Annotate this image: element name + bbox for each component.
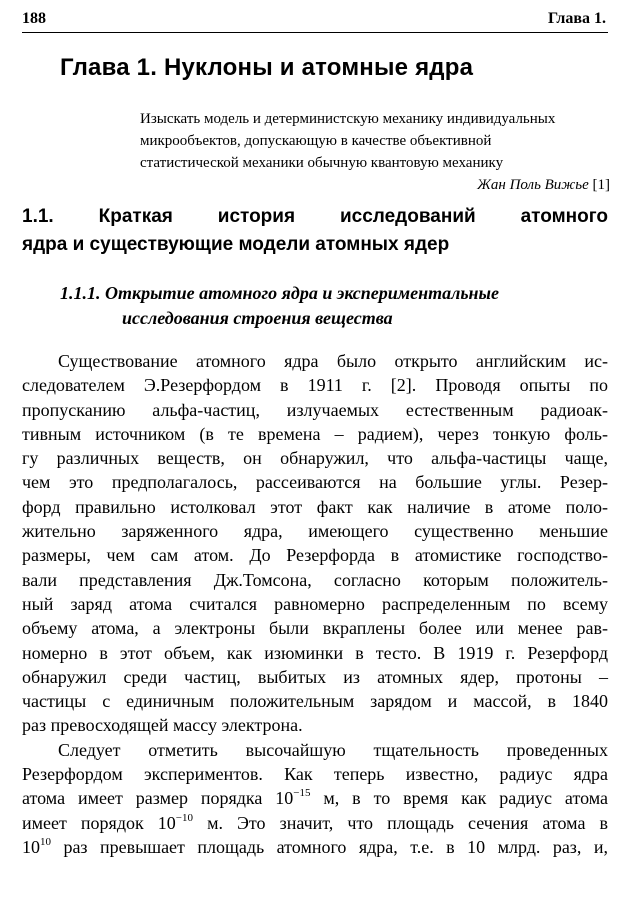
page-number: 188	[22, 10, 46, 27]
text-line: тивным источником (в те времена – радием), через тонкую фоль-	[22, 423, 608, 444]
exponent: 10	[40, 835, 51, 848]
subsection-title-line: 1.1.1. Открытие атомного ядра и экспериментальные	[60, 283, 500, 303]
text-line: жительно заряженного ядра, имеющего существенно меньшие	[22, 521, 608, 542]
epigraph	[140, 108, 610, 196]
paragraph-2	[22, 738, 608, 859]
epigraph-line: Изыскать модель и детерминистскую механику индивидуальных	[140, 111, 556, 127]
text-segment: м, в то время как радиус атома	[310, 788, 608, 809]
chapter-title: Глава 1. Нуклоны и атомные ядра	[60, 54, 474, 81]
text-line: пропусканию альфа-частиц, излучаемых естественным радиоак-	[22, 399, 608, 420]
text-line	[22, 835, 608, 859]
text-line: Резерфордом экспериментов. Как теперь известно, радиус ядра	[22, 764, 608, 785]
section-title	[22, 203, 608, 259]
text-line: вали представления Дж.Томсона, согласно которым положитель-	[22, 569, 608, 590]
text-line: гу различных веществ, он обнаружил, что альфа-частицы чаще,	[22, 448, 608, 469]
text-segment: имеет порядок 10	[22, 812, 176, 833]
text-line	[22, 811, 608, 835]
text-segment: м. Это значит, что площадь сечения атома в	[193, 812, 608, 833]
section-title-line: ядра и существующие модели атомных ядер	[22, 234, 450, 255]
section-title-line: 1.1. Краткая история исследований атомного	[22, 206, 608, 227]
text-line: обнаружил среди частиц, выбитых из атомных ядер, протоны –	[22, 666, 608, 687]
text-line: форд правильно истолковал этот факт как наличие в атоме поло-	[22, 496, 608, 517]
text-line: ный заряд атома считался равномерно распределенным по всему	[22, 593, 608, 614]
epigraph-attribution	[140, 174, 610, 196]
page-header	[22, 8, 608, 33]
text-line	[22, 786, 608, 810]
subsection-title	[60, 281, 600, 331]
text-line: Следует отметить высочайшую тщательность проведенных	[58, 739, 608, 760]
epigraph-line: статистической механики обычную квантовую механику	[140, 155, 504, 171]
exponent: −10	[175, 811, 194, 824]
text-line: Существование атомного ядра было открыто английским ис-	[58, 351, 608, 371]
text-line: объему атома, а электроны были вкраплены более или менее рав-	[22, 618, 608, 639]
epigraph-citation: [1]	[592, 177, 610, 193]
body-text	[22, 349, 608, 859]
text-line: чем это предполагалось, рассеиваются на большие углы. Резер-	[22, 472, 608, 493]
running-title: Глава 1.	[548, 10, 606, 27]
text-line: размеры, чем сам атом. До Резерфорда в атомистике господство-	[22, 545, 608, 566]
subsection-title-line: исследования строения вещества	[122, 308, 393, 328]
text-line: частицы с единичным положительным зарядом и массой, в 1840	[22, 691, 608, 712]
epigraph-author: Жан Поль Вижье	[477, 177, 589, 193]
text-segment: атома имеет размер порядка 10	[22, 788, 294, 809]
text-segment: раз превышает площадь атомного ядра, т.е. в 10 млрд. раз, и,	[51, 836, 608, 857]
text-segment: 10	[22, 836, 40, 857]
epigraph-line: микрообъектов, допускающую в качестве объективной	[140, 133, 492, 149]
text-line: следователем Э.Резерфордом в 1911 г. [2]. Проводя опыты по	[22, 375, 608, 396]
text-line: номерно в этот объем, как изюминки в тесто. В 1919 г. Резерфорд	[22, 642, 608, 663]
exponent: −15	[293, 787, 311, 800]
paragraph-1	[22, 349, 608, 738]
text-line: раз превосходящей массу электрона.	[22, 715, 303, 736]
